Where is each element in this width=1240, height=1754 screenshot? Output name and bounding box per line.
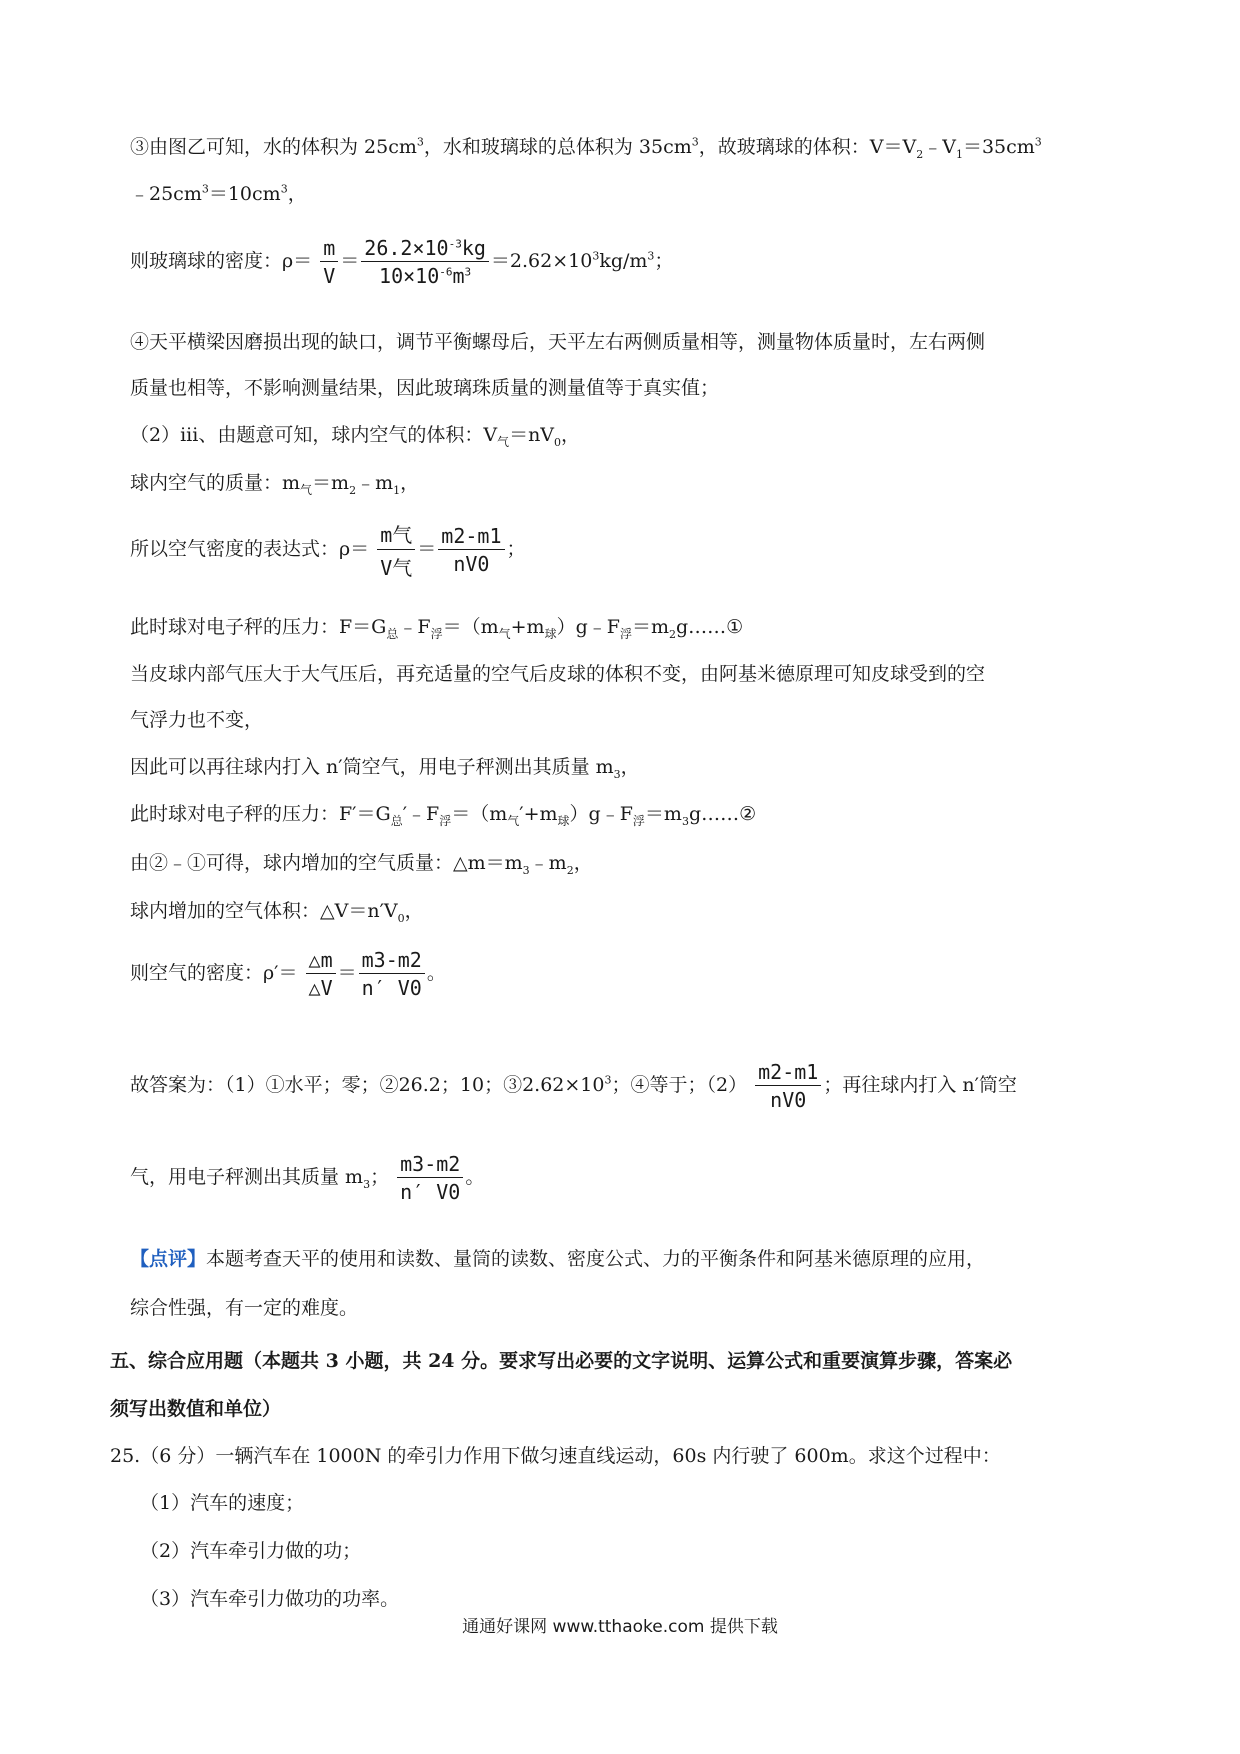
air-density-formula: 所以空气密度的表达式：ρ＝ $\frac{\text{m气}}{\text{V气}}$ ＝ $\frac{m2-m1}{nV0}$ ； xyxy=(130,519,526,581)
part2-line10: 球内增加的空气体积：$\triangle V=n'V_0$， xyxy=(130,900,424,925)
new-air-density-formula: 则空气的密度：ρ′＝ $\frac{\triangle m}{\triangle V}$ ＝ $\frac{m3-m2}{n' V0}$ 。 xyxy=(130,948,446,1000)
step3-line2: $﹣25cm^3=10cm^3$， xyxy=(130,182,307,205)
step3-line1: ③由图乙可知，水的体积为 $25cm^3$，水和玻璃球的总体积为 $35cm^3$，故玻璃球的体积：$V=V_2﹣V_1=35cm^3$ xyxy=(130,135,1042,161)
pressure-force-equation-1: 此时球对电子秤的压力：$F=G_总﹣F_浮=(m_气+m_球)g﹣F_浮=m_2g\dots\dots ①$ xyxy=(130,616,744,641)
comment-line2: 综合性强，有一定的难度。 xyxy=(130,1297,359,1319)
glass-density-formula: 则玻璃球的密度：ρ＝ $\frac{m}{V}$ ＝ $\frac{26.2\times 10^{-3}kg}{10\times 10^{-6}m^3}$ $=2.62\times 10^3kg/m^3$； xyxy=(130,236,674,288)
fraction-m-air-over-v-air: $\frac{\text{m气}}{\text{V气}}$ xyxy=(377,519,415,581)
comment-line1: 【点评】本题考查天平的使用和读数、量筒的读数、密度公式、力的平衡条件和阿基米德原理的应用， xyxy=(130,1248,986,1270)
step4-line1: ④天平横梁因磨损出现的缺口，调节平衡螺母后，天平左右两侧质量相等，测量物体质量时，左右两侧 xyxy=(130,331,986,353)
fraction-air-density-expression: $\frac{m2-m1}{nV0}$ xyxy=(438,524,504,576)
part2-line9: 由②﹣①可得，球内增加的空气质量：$\triangle m=m_3﹣m_2$， xyxy=(130,852,593,877)
fraction-m-over-v: $\frac{m}{V}$ xyxy=(320,236,338,288)
question-25-item-1: （1）汽车的速度； xyxy=(140,1492,305,1514)
part2-line1: （2）iii、由题意可知，球内空气的体积：$V_气=nV_0$， xyxy=(130,424,581,449)
part2-line6: 气浮力也不变， xyxy=(130,709,264,731)
question-25-item-2: （2）汽车牵引力做的功； xyxy=(140,1540,362,1562)
fraction-glass-density-values: $\frac{26.2\times 10^{-3}kg}{10\times 10^{-6}m^3}$ xyxy=(361,236,489,288)
section5-heading-line2: 须写出数值和单位） xyxy=(110,1398,282,1420)
fraction-answer-new-air-density: $\frac{m3-m2}{n' V0}$ xyxy=(397,1152,463,1204)
answer-line1: 故答案为：（1）①水平；零；②26.2；10；$③2.62\times 10^3$；④等于；（2） $\frac{m2-m1}{nV0}$ ；再往球内打入 n′筒空 xyxy=(130,1060,1017,1112)
part2-line7: 因此可以再往球内打入 n′筒空气，用电子秤测出其质量 $m_3$， xyxy=(130,756,640,781)
section5-heading-line1: 五、综合应用题（本题共 3 小题，共 24 分。要求写出必要的文字说明、运算公式和重要演算步骤，答案必 xyxy=(110,1350,1013,1372)
fraction-delta-m-over-delta-v: $\frac{\triangle m}{\triangle V}$ xyxy=(306,948,336,1000)
question-25-item-3: （3）汽车牵引力做功的功率。 xyxy=(140,1588,400,1610)
step4-line2: 质量也相等，不影响测量结果，因此玻璃珠质量的测量值等于真实值； xyxy=(130,377,720,399)
fraction-new-air-density-expression: $\frac{m3-m2}{n' V0}$ xyxy=(359,948,425,1000)
page-footer: 通通好课网 www.tthaoke.com 提供下载 xyxy=(462,1617,778,1637)
comment-tag: 【点评】 xyxy=(130,1248,207,1270)
fraction-answer-air-density: $\frac{m2-m1}{nV0}$ xyxy=(755,1060,821,1112)
answer-line2: 气，用电子秤测出其质量 $m_3$； $\frac{m3-m2}{n' V0}$ 。 xyxy=(130,1152,485,1204)
question-25-stem: 25.（6 分）一辆汽车在 1000N 的牵引力作用下做匀速直线运动，60s 内行驶了 600m。求这个过程中： xyxy=(110,1445,1001,1467)
part2-line5: 当皮球内部气压大于大气压后，再充适量的空气后皮球的体积不变，由阿基米德原理可知皮球受到的空 xyxy=(130,663,986,685)
pressure-force-equation-2: 此时球对电子秤的压力：$F'=G_总'﹣F_浮=(m_气'+m_球)g﹣F_浮=m_3g\dots\dots ②$ xyxy=(130,803,757,828)
part2-line2: 球内空气的质量：$m_气=m_2﹣m_1$， xyxy=(130,472,420,497)
